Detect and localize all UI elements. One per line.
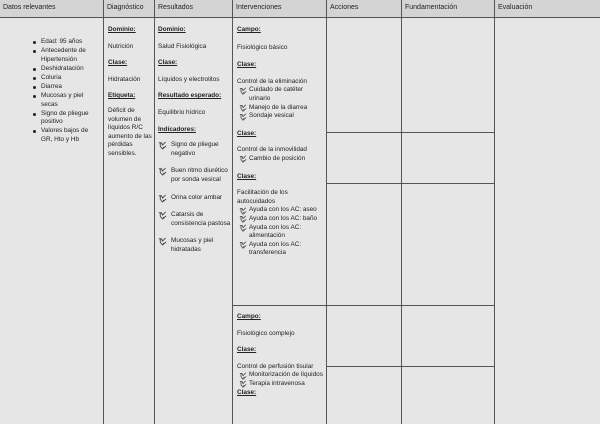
check-mark-icon: [239, 380, 247, 388]
diagnostico-cell: [108, 24, 153, 159]
list-item: Antecedente de Hipertensión: [41, 47, 100, 64]
clase-label: Clase:: [108, 59, 128, 67]
indicator-item: [158, 237, 232, 254]
indicator-text: Mucosas y piel hidratadas: [171, 237, 214, 253]
clase-value: Control de la eliminación: [237, 77, 307, 85]
header-datos: Datos relevantes: [3, 4, 56, 11]
datos-relevantes-cell: [32, 38, 100, 145]
indicator-text: Catarsis de consistencia pastosa: [171, 211, 231, 227]
check-mark-icon: [239, 241, 247, 249]
check-mark-icon: [158, 167, 167, 176]
etiqueta-label: Etiqueta:: [108, 92, 136, 100]
dominio-value: Nutrición: [108, 42, 134, 50]
header-resultados: Resultados: [158, 4, 194, 11]
intervention-text: Cuidado de catéter urinario: [249, 86, 304, 102]
intervention-item: [237, 86, 325, 103]
datos-list: [32, 38, 100, 145]
header-evaluacion: Evaluación: [498, 4, 533, 11]
row-divider: [327, 132, 495, 133]
campo-label: Campo:: [237, 313, 261, 320]
header-acciones: Acciones: [330, 4, 359, 11]
check-mark-icon: [239, 113, 247, 121]
indicadores-label: Indicadores:: [158, 125, 196, 133]
intervenciones-block-2: [237, 313, 325, 397]
intervention-text: Ayuda con los AC: transferencia: [249, 240, 302, 257]
campo-value: Fisiológico básico: [237, 43, 288, 51]
resultado-esperado-label: Resultado esperado:: [158, 92, 222, 100]
dominio-label: Dominio:: [158, 26, 186, 33]
intervention-text: Terapia intravenosa: [249, 379, 305, 387]
check-mark-icon: [239, 372, 247, 380]
intervention-text: Cambio de posición: [249, 154, 306, 162]
column-divider: [402, 0, 495, 424]
indicator-item: [158, 211, 232, 228]
intervention-text: Sondaje vesical: [249, 112, 294, 120]
list-item: Diarrea: [41, 83, 100, 92]
clase-value: Control de perfusión tisular: [237, 362, 314, 370]
intervention-text: Monitorización de líquidos: [249, 371, 323, 379]
dominio-value: Salud Fisiológica: [158, 42, 207, 50]
check-mark-icon: [158, 194, 167, 203]
list-item: Deshidratación: [41, 65, 100, 74]
clase-value: Facilitación de los autocuidados: [237, 189, 288, 205]
intervention-text: Ayuda con los AC: aseo: [249, 206, 317, 214]
row-divider: [327, 183, 495, 184]
intervention-item: [237, 380, 325, 389]
intervention-item: [237, 112, 325, 121]
list-item: Edad: 95 años: [41, 38, 100, 47]
intervention-item: [237, 224, 325, 241]
clase-label: Clase:: [158, 59, 178, 67]
clase-label: Clase:: [237, 388, 257, 396]
row-divider: [327, 366, 495, 367]
clase-value: Hidratación: [108, 75, 141, 83]
indicator-item: [158, 141, 232, 158]
dominio-label: Dominio:: [108, 26, 136, 33]
indicator-item: [158, 167, 232, 184]
header-fundamentacion: Fundamentación: [405, 4, 458, 11]
check-mark-icon: [239, 207, 247, 215]
check-mark-icon: [239, 155, 247, 163]
check-mark-icon: [239, 224, 247, 232]
resultados-cell: [158, 24, 232, 255]
list-item: Coluria: [41, 74, 100, 83]
clase-label: Clase:: [237, 172, 257, 180]
check-mark-icon: [239, 215, 247, 223]
intervention-item: [237, 241, 325, 258]
intervention-text: Ayuda con los AC: baño: [249, 214, 318, 222]
clase-label: Clase:: [237, 129, 257, 137]
intervention-item: [237, 206, 325, 215]
check-mark-icon: [158, 211, 167, 220]
column-divider: [327, 0, 402, 424]
indicator-item: [158, 194, 232, 203]
intervention-text: Manejo de la diarrea: [249, 103, 308, 111]
intervenciones-block-1: [237, 24, 325, 258]
check-mark-icon: [239, 87, 247, 95]
row-divider: [233, 305, 495, 306]
check-mark-icon: [239, 104, 247, 112]
indicator-text: Orina color ambar: [171, 193, 223, 201]
clase-value: Líquidos y electrolitos: [158, 75, 220, 83]
campo-value: Fisiológico complejo: [237, 329, 295, 337]
check-mark-icon: [158, 237, 167, 246]
indicator-text: Buen ritmo diurético por sonda vesical: [171, 167, 228, 183]
etiqueta-value: Déficit de volumen de líquidos R/C aumento de las pérdidas sensibles.: [108, 106, 152, 157]
intervention-item: [237, 371, 325, 380]
intervention-item: [237, 104, 325, 113]
list-item: Signo de pliegue positivo: [41, 110, 100, 127]
clase-label: Clase:: [237, 346, 257, 354]
check-mark-icon: [158, 141, 167, 150]
intervention-text: Ayuda con los AC: alimentación: [249, 223, 302, 240]
list-item: Valores bajos de GR, Hto y Hb: [41, 127, 100, 144]
header-intervenciones: Intervenciones: [236, 4, 282, 11]
indicator-text: Signo de pliegue negativo: [171, 141, 219, 157]
header-diagnostico: Diagnóstico: [107, 4, 144, 11]
clase-label: Clase:: [237, 61, 257, 69]
list-item: Mucosas y piel secas: [41, 92, 100, 109]
resultado-esperado-value: Equilibrio hídrico: [158, 108, 206, 116]
campo-label: Campo:: [237, 26, 261, 33]
clase-value: Control de la inmovilidad: [237, 146, 307, 154]
intervention-item: [237, 155, 325, 164]
intervention-item: [237, 215, 325, 224]
